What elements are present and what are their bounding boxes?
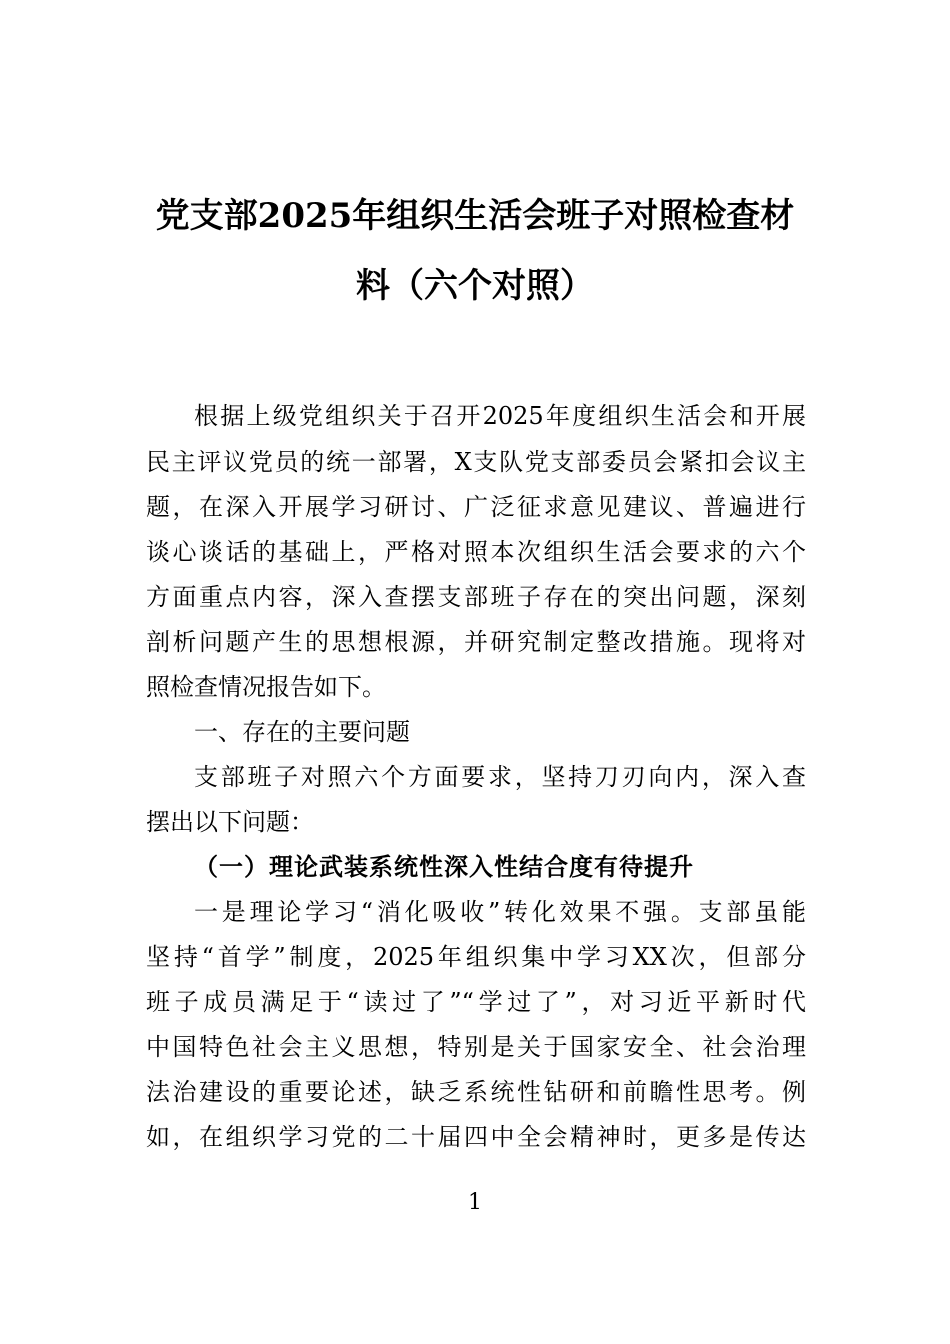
body-paragraph-line: 中国特色社会主义思想，特别是关于国家安全、社会治理	[146, 1033, 806, 1061]
intro-paragraph-line: 照检查情况报告如下。	[146, 673, 386, 701]
page-number: 1	[468, 1190, 482, 1215]
subsection-heading: （一）理论武装系统性深入性结合度有待提升	[194, 852, 694, 881]
section-heading: 一、存在的主要问题	[194, 718, 410, 746]
intro-paragraph-line: 剖析问题产生的思想根源，并研究制定整改措施。现将对	[146, 628, 806, 656]
body-paragraph-line: 坚持“首学”制度，2025年组织集中学习XX次，但部分	[146, 943, 806, 971]
document-title-line-2: 料（六个对照）	[356, 266, 594, 306]
intro-paragraph-line: 民主评议党员的统一部署，X支队党支部委员会紧扣会议主	[146, 448, 806, 476]
body-paragraph-line: 如，在组织学习党的二十届四中全会精神时，更多是传达	[146, 1123, 806, 1151]
body-paragraph-line: 班子成员满足于“读过了”“学过了”，对习近平新时代	[146, 988, 806, 1016]
intro-paragraph-line: 方面重点内容，深入查摆支部班子存在的突出问题，深刻	[146, 583, 806, 611]
body-paragraph-line: 一是理论学习“消化吸收”转化效果不强。支部虽能	[194, 898, 806, 926]
document-title-line-1: 党支部2025年组织生活会班子对照检查材	[155, 196, 795, 236]
body-paragraph-line: 法治建设的重要论述，缺乏系统性钻研和前瞻性思考。例	[146, 1078, 806, 1106]
intro-paragraph-line: 谈心谈话的基础上，严格对照本次组织生活会要求的六个	[146, 538, 806, 566]
intro-paragraph-line: 根据上级党组织关于召开2025年度组织生活会和开展	[194, 402, 806, 430]
intro-paragraph-line: 题，在深入开展学习研讨、广泛征求意见建议、普遍进行	[146, 493, 806, 521]
section-intro-line: 支部班子对照六个方面要求，坚持刀刃向内，深入查	[194, 763, 806, 791]
section-intro-line: 摆出以下问题：	[146, 808, 314, 836]
